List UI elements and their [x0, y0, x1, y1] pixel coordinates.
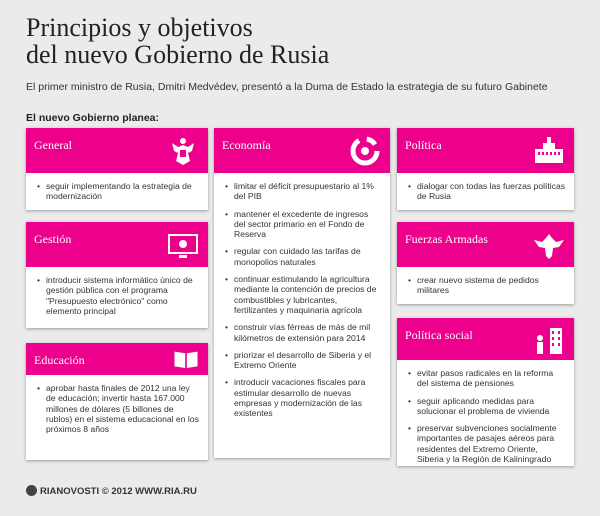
card-title: Gestión: [34, 232, 72, 246]
list-item: • regular con cuidado las tarifas de monopolios naturales: [222, 246, 382, 267]
card-title: Educación: [34, 353, 85, 367]
page-title: [26, 14, 329, 68]
card-fuerzas-armadas: [397, 222, 574, 304]
list-item: • construir vías férreas de más de mil kilómetros de extensión para 2014: [222, 322, 382, 343]
card-politica: [397, 128, 574, 210]
list-item: • priorizar el desarrollo de Siberia y el Extremo Oriente: [222, 350, 382, 371]
page-subtitle: El primer ministro de Rusia, Dmitri Medvédev, presentó a la Duma de Estado la estrategia de su futuro Gabinete: [26, 81, 548, 93]
list-item: • preservar subvenciones socialmente importantes de pasajes aéreos para residentes del Extremo Oriente, Siberia y la Región de Kaliningrado: [405, 423, 566, 464]
card-header: [214, 128, 390, 173]
card-politica-social: [397, 318, 574, 466]
card-title: Economía: [222, 138, 271, 152]
card-general: [26, 128, 208, 210]
ria-logo-icon: [26, 485, 37, 496]
title-line-1: Principios y objetivos: [26, 13, 253, 42]
card-title: Política: [405, 138, 442, 152]
list-item: • seguir implementando la estrategia de modernización: [34, 181, 200, 202]
list-item: • crear nuevo sistema de pedidos militares: [405, 275, 566, 296]
list-item: • limitar el déficit presupuestario al 1% del PIB: [222, 181, 382, 202]
list-item: • evitar pasos radicales en la reforma del sistema de pensiones: [405, 368, 566, 389]
open-book-icon: [172, 345, 200, 373]
list-item: • seguir aplicando medidas para solucionar el problema de vivienda: [405, 396, 566, 417]
card-header: [26, 343, 208, 375]
list-item: • introducir sistema informático único de gestión pública con el programa "Presupuesto electrónico" como elemento principal: [34, 275, 200, 316]
list-item: • continuar estimulando la agricultura mediante la contención de precios de combustibles y lubricantes, fertilizantes y maquinaria agrícola: [222, 274, 382, 315]
pie-chart-icon: [348, 134, 382, 168]
list-item: • introducir vacaciones fiscales para estimular desarrollo de nuevas empresas y modernización de las existentes: [222, 377, 382, 418]
footer-text: RIANOVOSTI © 2012 WWW.RIA.RU: [40, 486, 197, 497]
card-header: [26, 222, 208, 267]
military-eagle-icon: [532, 228, 566, 262]
computer-monitor-icon: [166, 228, 200, 262]
card-header: [26, 128, 208, 173]
footer: [26, 485, 197, 497]
list-item: • aprobar hasta finales de 2012 una ley de educación; invertir hasta 167.000 millones de dólares (5 billones de rublos) en el sistema educacional en los próximos 8 años: [34, 383, 200, 434]
card-gestion: [26, 222, 208, 328]
title-line-2: del nuevo Gobierno de Rusia: [26, 40, 330, 69]
family-building-icon: [532, 324, 566, 358]
card-header: [397, 222, 574, 267]
card-header: [397, 318, 574, 360]
section-label: El nuevo Gobierno planea:: [26, 112, 160, 124]
government-building-icon: [532, 134, 566, 168]
card-title: Política social: [405, 328, 473, 342]
card-header: [397, 128, 574, 173]
card-educacion: [26, 343, 208, 460]
list-item: • dialogar con todas las fuerzas políticas de Rusia: [405, 181, 566, 202]
card-title: Fuerzas Armadas: [405, 232, 488, 246]
card-title: General: [34, 138, 72, 152]
card-economia: [214, 128, 390, 458]
list-item: • mantener el excedente de ingresos del sector primario en el Fondo de Reserva: [222, 209, 382, 240]
eagle-emblem-icon: [166, 134, 200, 168]
